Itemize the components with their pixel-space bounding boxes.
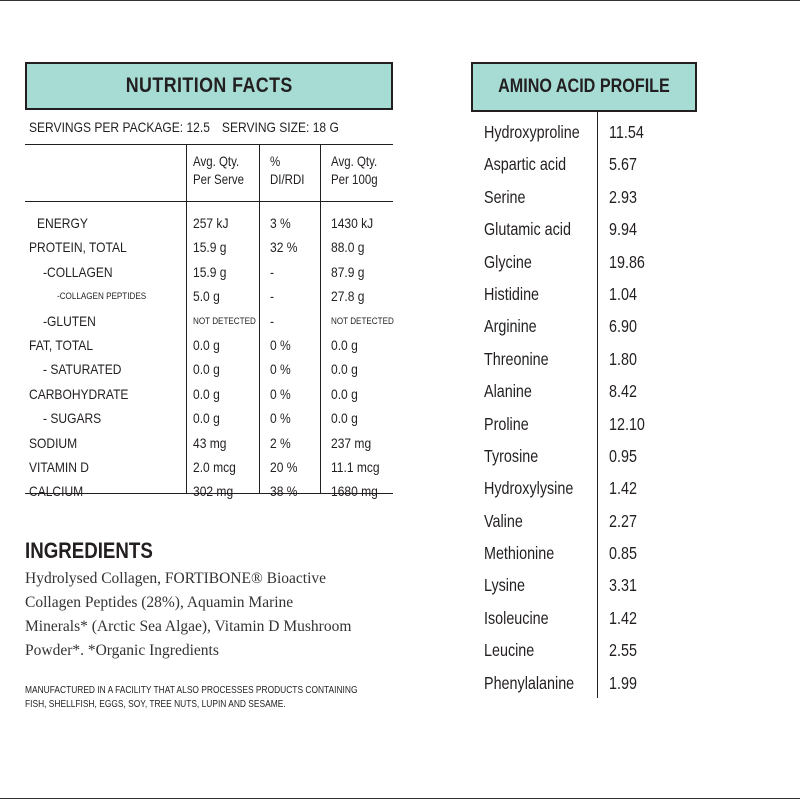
ingredients-line: Minerals* (Arctic Sea Algae), Vitamin D Mushroom	[25, 618, 352, 635]
amino-acid-row	[471, 634, 697, 666]
nutrition-row	[25, 382, 393, 406]
amino-acid-value: 2.27	[609, 510, 637, 531]
nutrition-row	[25, 235, 393, 259]
amino-acid-value: 11.54	[609, 122, 644, 142]
per-100g-value: 11.1 mcg	[331, 458, 380, 475]
di-rdi-value: -	[270, 288, 275, 305]
amino-acid-row	[471, 343, 697, 375]
ingredients-text	[25, 567, 405, 663]
amino-acid-value: 2.93	[609, 186, 637, 207]
di-rdi-value: 20 %	[270, 458, 298, 475]
di-rdi-value: 32 %	[270, 239, 298, 256]
nutrition-row	[25, 260, 393, 284]
nutrient-label: PROTEIN, TOTAL	[29, 239, 127, 256]
amino-acid-name: Leucine	[484, 640, 535, 661]
amino-acid-row	[471, 181, 697, 213]
header-di-rdi	[270, 152, 304, 188]
amino-acid-row	[471, 667, 697, 699]
nutrient-label: - SATURATED	[43, 361, 122, 378]
amino-acid-row	[471, 310, 697, 342]
column-headers	[25, 145, 393, 202]
per-serve-value: 257 kJ	[193, 215, 229, 231]
di-rdi-value: 3 %	[270, 215, 291, 231]
amino-acid-value: 2.55	[609, 640, 637, 661]
amino-acid-value: 1.42	[609, 478, 637, 499]
nutrient-label: - SUGARS	[43, 410, 102, 427]
nutrition-table	[25, 145, 394, 500]
nutrient-label: CALCIUM	[29, 483, 84, 500]
nutrient-label: -GLUTEN	[43, 312, 96, 329]
per-serve-value: 2.0 mcg	[193, 458, 236, 475]
amino-acid-row	[471, 440, 697, 472]
nutrition-facts-title: NUTRITION FACTS	[125, 74, 293, 97]
amino-acid-value: 1.99	[609, 672, 637, 693]
per-100g-value: 237 mg	[331, 434, 372, 451]
amino-acid-name: Threonine	[484, 348, 549, 369]
nutrition-facts-header	[25, 62, 393, 110]
amino-acid-value: 1.04	[609, 283, 637, 304]
allergen-statement	[25, 683, 425, 711]
amino-acid-row	[471, 472, 697, 504]
nutrition-row	[25, 479, 393, 503]
serving-size: SERVING SIZE: 18 G	[221, 119, 339, 135]
allergen-line-text: FISH, SHELLFISH, EGGS, SOY, TREE NUTS, LUPIN AND SESAME.	[25, 698, 286, 710]
amino-acid-row	[471, 148, 697, 180]
amino-acid-value: 8.42	[609, 381, 637, 402]
amino-acid-name: Phenylalanine	[484, 672, 575, 693]
nutrient-label: SODIUM	[29, 434, 78, 451]
per-100g-value: NOT DETECTED	[331, 315, 394, 326]
nutrient-label: VITAMIN D	[29, 458, 89, 475]
per-serve-value: 43 mg	[193, 434, 227, 451]
di-rdi-value: 38 %	[270, 483, 298, 500]
amino-acid-value: 9.94	[609, 219, 637, 240]
ingredients-line: Collagen Peptides (28%), Aquamin Marine	[25, 594, 294, 611]
amino-acid-value: 1.80	[609, 348, 637, 369]
amino-acid-name: Arginine	[484, 316, 537, 337]
amino-acid-name: Serine	[484, 186, 526, 207]
nutrition-rows	[25, 202, 394, 500]
amino-acid-row	[471, 602, 697, 634]
amino-acid-name: Tyrosine	[484, 445, 539, 466]
per-100g-value: 0.0 g	[331, 361, 358, 378]
ingredients-line: Hydrolysed Collagen, FORTIBONE® Bioactive	[25, 570, 327, 587]
allergen-line-text: MANUFACTURED IN A FACILITY THAT ALSO PROCESSES PRODUCTS CONTAINING	[25, 684, 358, 696]
amino-acid-value: 19.86	[609, 251, 645, 272]
amino-acid-name: Alanine	[484, 381, 532, 402]
amino-acid-name: Histidine	[484, 283, 540, 304]
di-rdi-value: 0 %	[270, 336, 291, 353]
amino-acid-value: 1.42	[609, 607, 637, 628]
amino-acid-value: 6.90	[609, 316, 637, 337]
nutrient-label: -COLLAGEN PEPTIDES	[57, 291, 147, 302]
nutrient-label: CARBOHYDRATE	[29, 385, 129, 402]
amino-acid-row	[471, 375, 697, 407]
di-rdi-value: 2 %	[270, 434, 291, 451]
per-100g-value: 0.0 g	[331, 385, 358, 402]
amino-acid-name: Aspartic acid	[484, 154, 567, 175]
amino-acid-panel	[471, 62, 697, 699]
nutrition-row	[25, 406, 393, 430]
nutrition-row	[25, 333, 393, 357]
di-rdi-value: 0 %	[270, 361, 291, 378]
amino-acid-name: Glutamic acid	[484, 219, 571, 240]
amino-acid-name: Lysine	[484, 575, 525, 596]
amino-acid-value: 0.85	[609, 543, 637, 564]
per-serve-value: 5.0 g	[193, 288, 220, 305]
servings-per-package: SERVINGS PER PACKAGE: 12.5	[29, 119, 210, 135]
nutrient-label: ENERGY	[37, 215, 88, 231]
amino-acid-name: Glycine	[484, 251, 532, 272]
amino-acid-name: Hydroxylysine	[484, 478, 574, 499]
header-per-serve	[193, 152, 244, 188]
amino-acid-row	[471, 537, 697, 569]
allergen-line	[25, 683, 425, 697]
amino-acid-value: 3.31	[609, 575, 637, 596]
ingredients-title	[25, 538, 175, 564]
bottom-rule	[0, 798, 800, 799]
amino-acid-name: Methionine	[484, 543, 555, 564]
nutrition-row	[25, 309, 393, 333]
amino-acid-value: 12.10	[609, 413, 645, 434]
di-rdi-value: -	[270, 263, 275, 280]
per-100g-value: 87.9 g	[331, 263, 365, 280]
nutrition-row	[25, 357, 393, 381]
amino-acid-row	[471, 569, 697, 601]
amino-acid-value: 0.95	[609, 445, 637, 466]
nutrition-row	[25, 211, 393, 235]
amino-acid-row	[471, 505, 697, 537]
amino-acid-header	[471, 62, 697, 112]
amino-acid-row	[471, 278, 697, 310]
header-per-serve-line2: Per Serve	[193, 171, 245, 187]
per-serve-value: NOT DETECTED	[193, 315, 256, 326]
amino-acid-row	[471, 408, 697, 440]
nutrient-label: -COLLAGEN	[43, 263, 113, 280]
di-rdi-value: 0 %	[270, 410, 291, 427]
amino-acid-name: Isoleucine	[484, 607, 549, 628]
di-rdi-value: 0 %	[270, 385, 291, 402]
per-serve-value: 302 mg	[193, 483, 234, 500]
di-rdi-value: -	[270, 312, 275, 329]
per-100g-value: 88.0 g	[331, 239, 365, 256]
amino-acid-value: 5.67	[609, 154, 637, 175]
header-per-100g	[331, 152, 378, 188]
amino-acid-list	[471, 112, 697, 699]
nutrition-facts-panel	[25, 62, 394, 500]
per-serve-value: 15.9 g	[193, 263, 227, 280]
nutrition-row	[25, 455, 393, 479]
header-di-rdi-line2: DI/RDI	[270, 171, 305, 187]
nutrient-label: FAT, TOTAL	[29, 336, 94, 353]
amino-acid-title: AMINO ACID PROFILE	[498, 76, 670, 97]
header-per-100g-line1: Avg. Qty.	[331, 153, 378, 169]
amino-acid-name: Proline	[484, 413, 529, 434]
nutrition-row	[25, 284, 393, 308]
per-100g-value: 1430 kJ	[331, 215, 374, 231]
allergen-line	[25, 697, 425, 711]
ingredients-line: Powder*. *Organic Ingredients	[25, 642, 219, 659]
per-100g-value: 27.8 g	[331, 288, 365, 305]
per-serve-value: 0.0 g	[193, 336, 220, 353]
ingredients-title-text: INGREDIENTS	[25, 538, 153, 563]
header-per-serve-line1: Avg. Qty.	[193, 153, 240, 169]
header-per-100g-line2: Per 100g	[331, 171, 378, 187]
amino-acid-row	[471, 116, 697, 148]
servings-line	[25, 110, 393, 145]
per-serve-value: 0.0 g	[193, 385, 220, 402]
per-serve-value: 0.0 g	[193, 410, 220, 427]
per-100g-value: 1680 mg	[331, 483, 378, 500]
amino-acid-row	[471, 213, 697, 245]
nutrition-row	[25, 431, 393, 455]
header-di-rdi-line1: %	[270, 153, 281, 169]
per-serve-value: 15.9 g	[193, 239, 227, 256]
amino-acid-name: Hydroxyproline	[484, 122, 580, 142]
per-100g-value: 0.0 g	[331, 336, 358, 353]
amino-acid-row	[471, 246, 697, 278]
per-serve-value: 0.0 g	[193, 361, 220, 378]
amino-acid-name: Valine	[484, 510, 523, 531]
top-rule	[0, 0, 800, 1]
per-100g-value: 0.0 g	[331, 410, 358, 427]
